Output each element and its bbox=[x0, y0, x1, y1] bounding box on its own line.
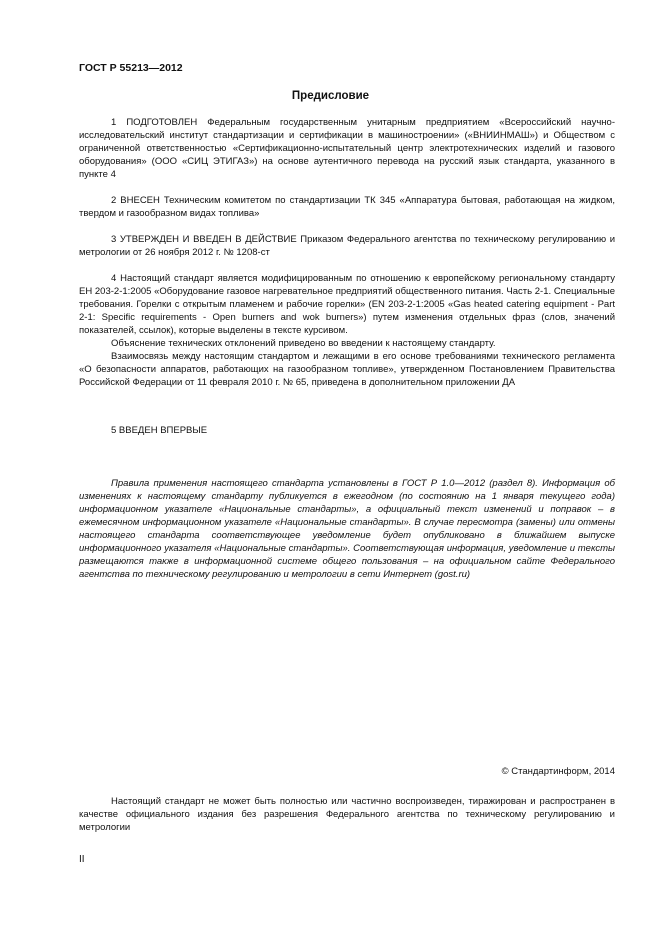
item-4-text: 4 Настоящий стандарт является модифицированным по отношению к европейскому региональному стандарту ЕН 203-2-1:2005 «Оборудование газовое нагревательное предприятий общественного питания. Часть 2-1. Специальные требования. Горелки с открытым пламенем и рабочие горелки» (EN 203-2-1:2005 «Gas heated catering equipment - Part 2-1: Specific requirements - Open burners and wok burners») путем изменения отдельных фраз (слов, значений показателей, ссылок), которые выделены в тексте курсивом. bbox=[79, 273, 615, 336]
foreword-item-2 bbox=[79, 194, 615, 220]
document-code: ГОСТ Р 55213—2012 bbox=[79, 62, 183, 74]
item-1-text: 1 ПОДГОТОВЛЕН Федеральным государственным унитарным предприятием «Всероссийский научно-исследовательский институт стандартизации и сертификации в машиностроении» («ВНИИНМАШ») и Обществом с ограниченной ответственностью «Сертификационно-испытательный центр электротехнических изделий и газового оборудования» (ООО «СИЦ ЭТИГАЗ») на основе аутентичного перевода на русский язык стандарта, указанного в пункте 4 bbox=[79, 117, 615, 180]
foreword-item-3 bbox=[79, 233, 615, 259]
application-rules-notice: Правила применения настоящего стандарта установлены в ГОСТ Р 1.0—2012 (раздел 8). Информация об изменениях к настоящему стандарту публикуется в ежегодном (по состоянию на 1 января текущего года) информационном указателе «Национальные стандарты», а официальный текст изменений и поправок – в ежемесячном информационном указателе «Национальные стандарты». В случае пересмотра (замены) или отмены настоящего стандарта соответствующее уведомление будет опубликовано в ближайшем выпуске информационного указателя «Национальные стандарты». Соответствующая информация, уведомление и тексты размещаются также в информационной системе общего пользования – на официальном сайте Федерального агентства по техническому регулированию и метрологии в сети Интернет (gost.ru) bbox=[79, 478, 615, 580]
copyright: © Стандартинформ, 2014 bbox=[501, 766, 615, 777]
item-5-text: 5 ВВЕДЕН ВПЕРВЫЕ bbox=[111, 425, 208, 436]
page-number: II bbox=[79, 854, 85, 865]
foreword-item-4 bbox=[79, 272, 615, 389]
section-title: Предисловие bbox=[291, 90, 370, 102]
foreword-item-1 bbox=[79, 116, 615, 181]
item-2-text: 2 ВНЕСЕН Техническим комитетом по стандартизации ТК 345 «Аппаратура бытовая, работающая на жидком, твердом и газообразном видах топлива» bbox=[79, 195, 615, 219]
item-3-text: 3 УТВЕРЖДЕН И ВВЕДЕН В ДЕЙСТВИЕ Приказом Федерального агентства по техническому регулированию и метрологии от 26 ноября 2012 г. № 1208-ст bbox=[79, 234, 615, 258]
item-4-deviations: Объяснение технических отклонений приведено во введении к настоящему стандарту. bbox=[111, 338, 496, 349]
reproduction-notice: Настоящий стандарт не может быть полностью или частично воспроизведен, тиражирован и распространен в качестве официального издания без разрешения Федерального агентства по техническому регулированию и метрологии bbox=[79, 796, 615, 833]
foreword-item-5 bbox=[79, 424, 615, 437]
item-4-relationship: Взаимосвязь между настоящим стандартом и лежащими в его основе требованиями технического регламента «О безопасности аппаратов, работающих на газообразном топливе», утвержденном Постановлением Правительства Российской Федерации от 11 февраля 2010 г. № 65, приведена в дополнительном приложении ДА bbox=[79, 351, 615, 388]
